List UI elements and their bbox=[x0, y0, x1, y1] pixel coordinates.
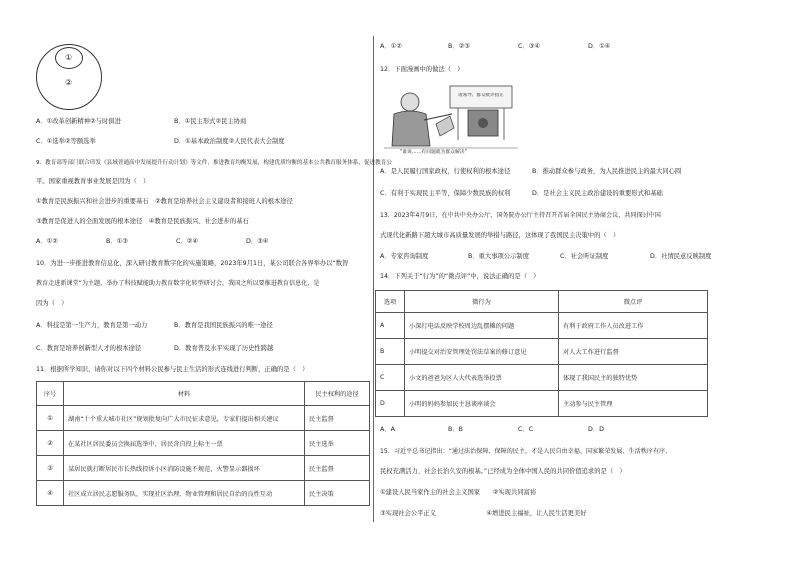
table-cell: 民主监督 bbox=[305, 406, 370, 431]
table-row bbox=[37, 431, 370, 456]
q15-line-3: ①建设人民当家作主的社会主义国家 ②实现共同富裕 bbox=[380, 489, 537, 496]
table-cell: 小明提交对治安管理处罚法草案的修订意见 bbox=[405, 339, 559, 365]
table-cell: A bbox=[376, 313, 405, 339]
q10-option-a[interactable]: A．科技是第一生产力，教育是第一动力 bbox=[36, 322, 148, 329]
q11-option-a[interactable]: A．①② bbox=[380, 43, 402, 50]
q13-option-d[interactable]: D．社情民意反映制度 bbox=[650, 253, 712, 260]
q10-line-2: 教育走进新课堂”为主题，举办了科技赋能助力教育数字化转型研讨会。我国之所以要推进教育信息化，是 bbox=[36, 280, 320, 287]
q9-option-c[interactable]: C．②④ bbox=[176, 238, 198, 245]
q13-option-a[interactable]: A．专家咨询制度 bbox=[380, 253, 429, 260]
q12-option-c[interactable]: C．有利于实现民主平等，保障少数民族的权利 bbox=[380, 190, 511, 197]
q10-option-d[interactable]: D．教育普及水平实现了历史性跨越 bbox=[174, 345, 274, 352]
q11-option-b[interactable]: B．②③ bbox=[448, 43, 470, 50]
q12-option-b[interactable]: B．推动群众参与政务，为人民推进民主的最大同心圆 bbox=[532, 168, 682, 175]
cartoon-sign-text: 请领导、群众批评指正 bbox=[458, 93, 504, 98]
inner-circle-label: ① bbox=[65, 53, 73, 62]
table-header: 选项 bbox=[376, 291, 405, 313]
q14-option-d[interactable]: D．D bbox=[588, 426, 604, 433]
q13-option-c[interactable]: C．社会听证制度 bbox=[560, 253, 609, 260]
table-cell: 小深打电话反映学校周边乱摆摊的问题 bbox=[405, 313, 559, 339]
table-cell: ① bbox=[37, 406, 64, 431]
q10-option-c[interactable]: C．教育是培养创新型人才的根本途径 bbox=[36, 345, 142, 352]
q11-option-c[interactable]: C．③④ bbox=[518, 43, 540, 50]
table-header: 微行为 bbox=[405, 291, 559, 313]
q14-option-a[interactable]: A．A bbox=[380, 426, 395, 433]
q15-line-4: ③实现社会公平正义 ④增进民主福祉，让人民生活更美好 bbox=[380, 510, 587, 517]
q14-option-c[interactable]: C．C bbox=[518, 426, 534, 433]
q14-question: 14．下列关于“行为”的“微点评”中，说法正确的是（ ） bbox=[380, 273, 540, 280]
table-cell: 民主选举 bbox=[305, 431, 370, 456]
table-cell: ③ bbox=[37, 456, 64, 481]
q8-option-c[interactable]: C．①选举②等额选举 bbox=[36, 138, 96, 145]
table-header: 序号 bbox=[37, 382, 64, 406]
table-row bbox=[37, 456, 370, 481]
q8-option-d[interactable]: D．①基本政治制度②人民代表大会制度 bbox=[174, 138, 285, 145]
table-cell: C bbox=[376, 365, 405, 391]
q15-line-2: 民权充满活力、社会长治久安的根基。”已经成为全体中国人民的共同价值追求的是（ ） bbox=[380, 468, 626, 475]
table-cell: B bbox=[376, 339, 405, 365]
q13-line-2: 式现代化新路下超大城市高质量发展的举措与路径，这体现了我国民主决策中的（ ） bbox=[380, 232, 620, 239]
cartoon-caption: "谁说……有问题就为群众解决" bbox=[400, 150, 467, 155]
table-row bbox=[376, 365, 708, 391]
table-header: 民主权利的途径 bbox=[305, 382, 370, 406]
q14-table bbox=[375, 290, 708, 417]
cartoon-drawing bbox=[380, 80, 522, 160]
column-divider bbox=[373, 36, 374, 522]
q12-option-a[interactable]: A．是人民履行国家政权，行使权利的根本途径 bbox=[380, 168, 511, 175]
table-cell: 民主监督 bbox=[305, 456, 370, 481]
table-cell: 某居民就打断居民市长热线投诉小区消防设施不规范，火警显示器损坏 bbox=[64, 456, 305, 481]
table-cell: 小明的妈妈参加民主恳谈座谈会 bbox=[405, 391, 559, 417]
table-cell: 小文的爸爸为区人大代表选举投票 bbox=[405, 365, 559, 391]
q10-option-b[interactable]: B．教育是我国民族振兴的唯一途径 bbox=[174, 322, 273, 329]
q8-option-a[interactable]: A．①改革创新精神②与时俱进 bbox=[36, 118, 121, 125]
q13-option-b[interactable]: B．重大事项公示制度 bbox=[468, 253, 529, 260]
q15-line-1: 15．习近平总书记指出：“通过法治保障、保障的民主，才是人民自由幸福、国家繁荣发展、生活秩序有序、 bbox=[380, 448, 672, 455]
q12-question: 12．下面漫画中的做法（ ） bbox=[380, 66, 464, 73]
q12-option-d[interactable]: D．是社会主义民主政治建设的重要形式和基础 bbox=[532, 190, 663, 197]
table-cell: 对人大工作进行监督 bbox=[559, 339, 708, 365]
table-cell: 主动参与民主管理 bbox=[559, 391, 708, 417]
table-cell: 体现了我国民主的独特优势 bbox=[559, 365, 708, 391]
q9-option-b[interactable]: B．①③ bbox=[106, 238, 128, 245]
table-row bbox=[376, 391, 708, 417]
table-row bbox=[37, 406, 370, 431]
q9-option-a[interactable]: A．①② bbox=[36, 238, 58, 245]
q10-line-1: 10．为进一步推进教育信息化，深入研讨教育数字化的实施策略，2023年9月1日，某公司联合各界举办以“数智 bbox=[36, 260, 349, 267]
table-row bbox=[376, 313, 708, 339]
table-cell: 社区成立居民志愿服务队，实现社区治理、物业管理和居民自治的良性互动 bbox=[64, 481, 305, 506]
q9-line-1: 9．教育部等部门联合印发《县域普通高中发展提升行动计划》等文件，推进教育均衡发展，构建优质均衡的基本公共教育服务体系，促进教育公 bbox=[36, 160, 392, 166]
table-cell: ② bbox=[37, 431, 64, 456]
q9-line-4: ③教育是促进人的全面发展的根本途径 ④教育是民族振兴、社会进步的基石 bbox=[36, 218, 249, 225]
q8-option-b[interactable]: B．①民主形式②民主协商 bbox=[174, 118, 247, 125]
table-header: 材料 bbox=[64, 382, 305, 406]
table-row bbox=[376, 339, 708, 365]
q14-option-b[interactable]: B．B bbox=[448, 426, 463, 433]
table-cell: 有利于政府工作人员改进工作 bbox=[559, 313, 708, 339]
q11-question: 11．根据所学知识，请你对以下四个材料公民参与民主生活的形式连线进行判断，正确的是（ ） bbox=[36, 366, 309, 373]
q9-line-2: 平。国家重视教育事业发展是因为（ ） bbox=[36, 178, 150, 185]
q9-line-3: ①教育是民族振兴和社会进步的重要基石 ②教育是培养社会主义建设者和接班人的根本途径 bbox=[36, 198, 293, 205]
table-cell: 民主决策 bbox=[305, 481, 370, 506]
outer-circle-label: ② bbox=[65, 78, 73, 87]
cartoon-image bbox=[380, 80, 522, 160]
table-header: 微点评 bbox=[559, 291, 708, 313]
q11-table bbox=[36, 381, 370, 506]
q10-line-3: 因为（ ） bbox=[36, 300, 68, 307]
q9-option-d[interactable]: D．③④ bbox=[246, 238, 269, 245]
table-cell: ④ bbox=[37, 481, 64, 506]
table-cell: 在某社区居民委员会换届选举中，居民含自投上标主一票 bbox=[64, 431, 305, 456]
q13-line-1: 13．2023年4月9日，在中共中央办公厅、国务院办公厅主持召开首届全国民主协商会议，共同探讨中国 bbox=[380, 212, 661, 219]
table-cell: 湖南“十个重大城市社区”规划批复向广大市民征求意见，专家们提出相关建议 bbox=[64, 406, 305, 431]
table-cell: D bbox=[376, 391, 405, 417]
q11-option-d[interactable]: D．①④ bbox=[588, 43, 611, 50]
table-row bbox=[37, 481, 370, 506]
